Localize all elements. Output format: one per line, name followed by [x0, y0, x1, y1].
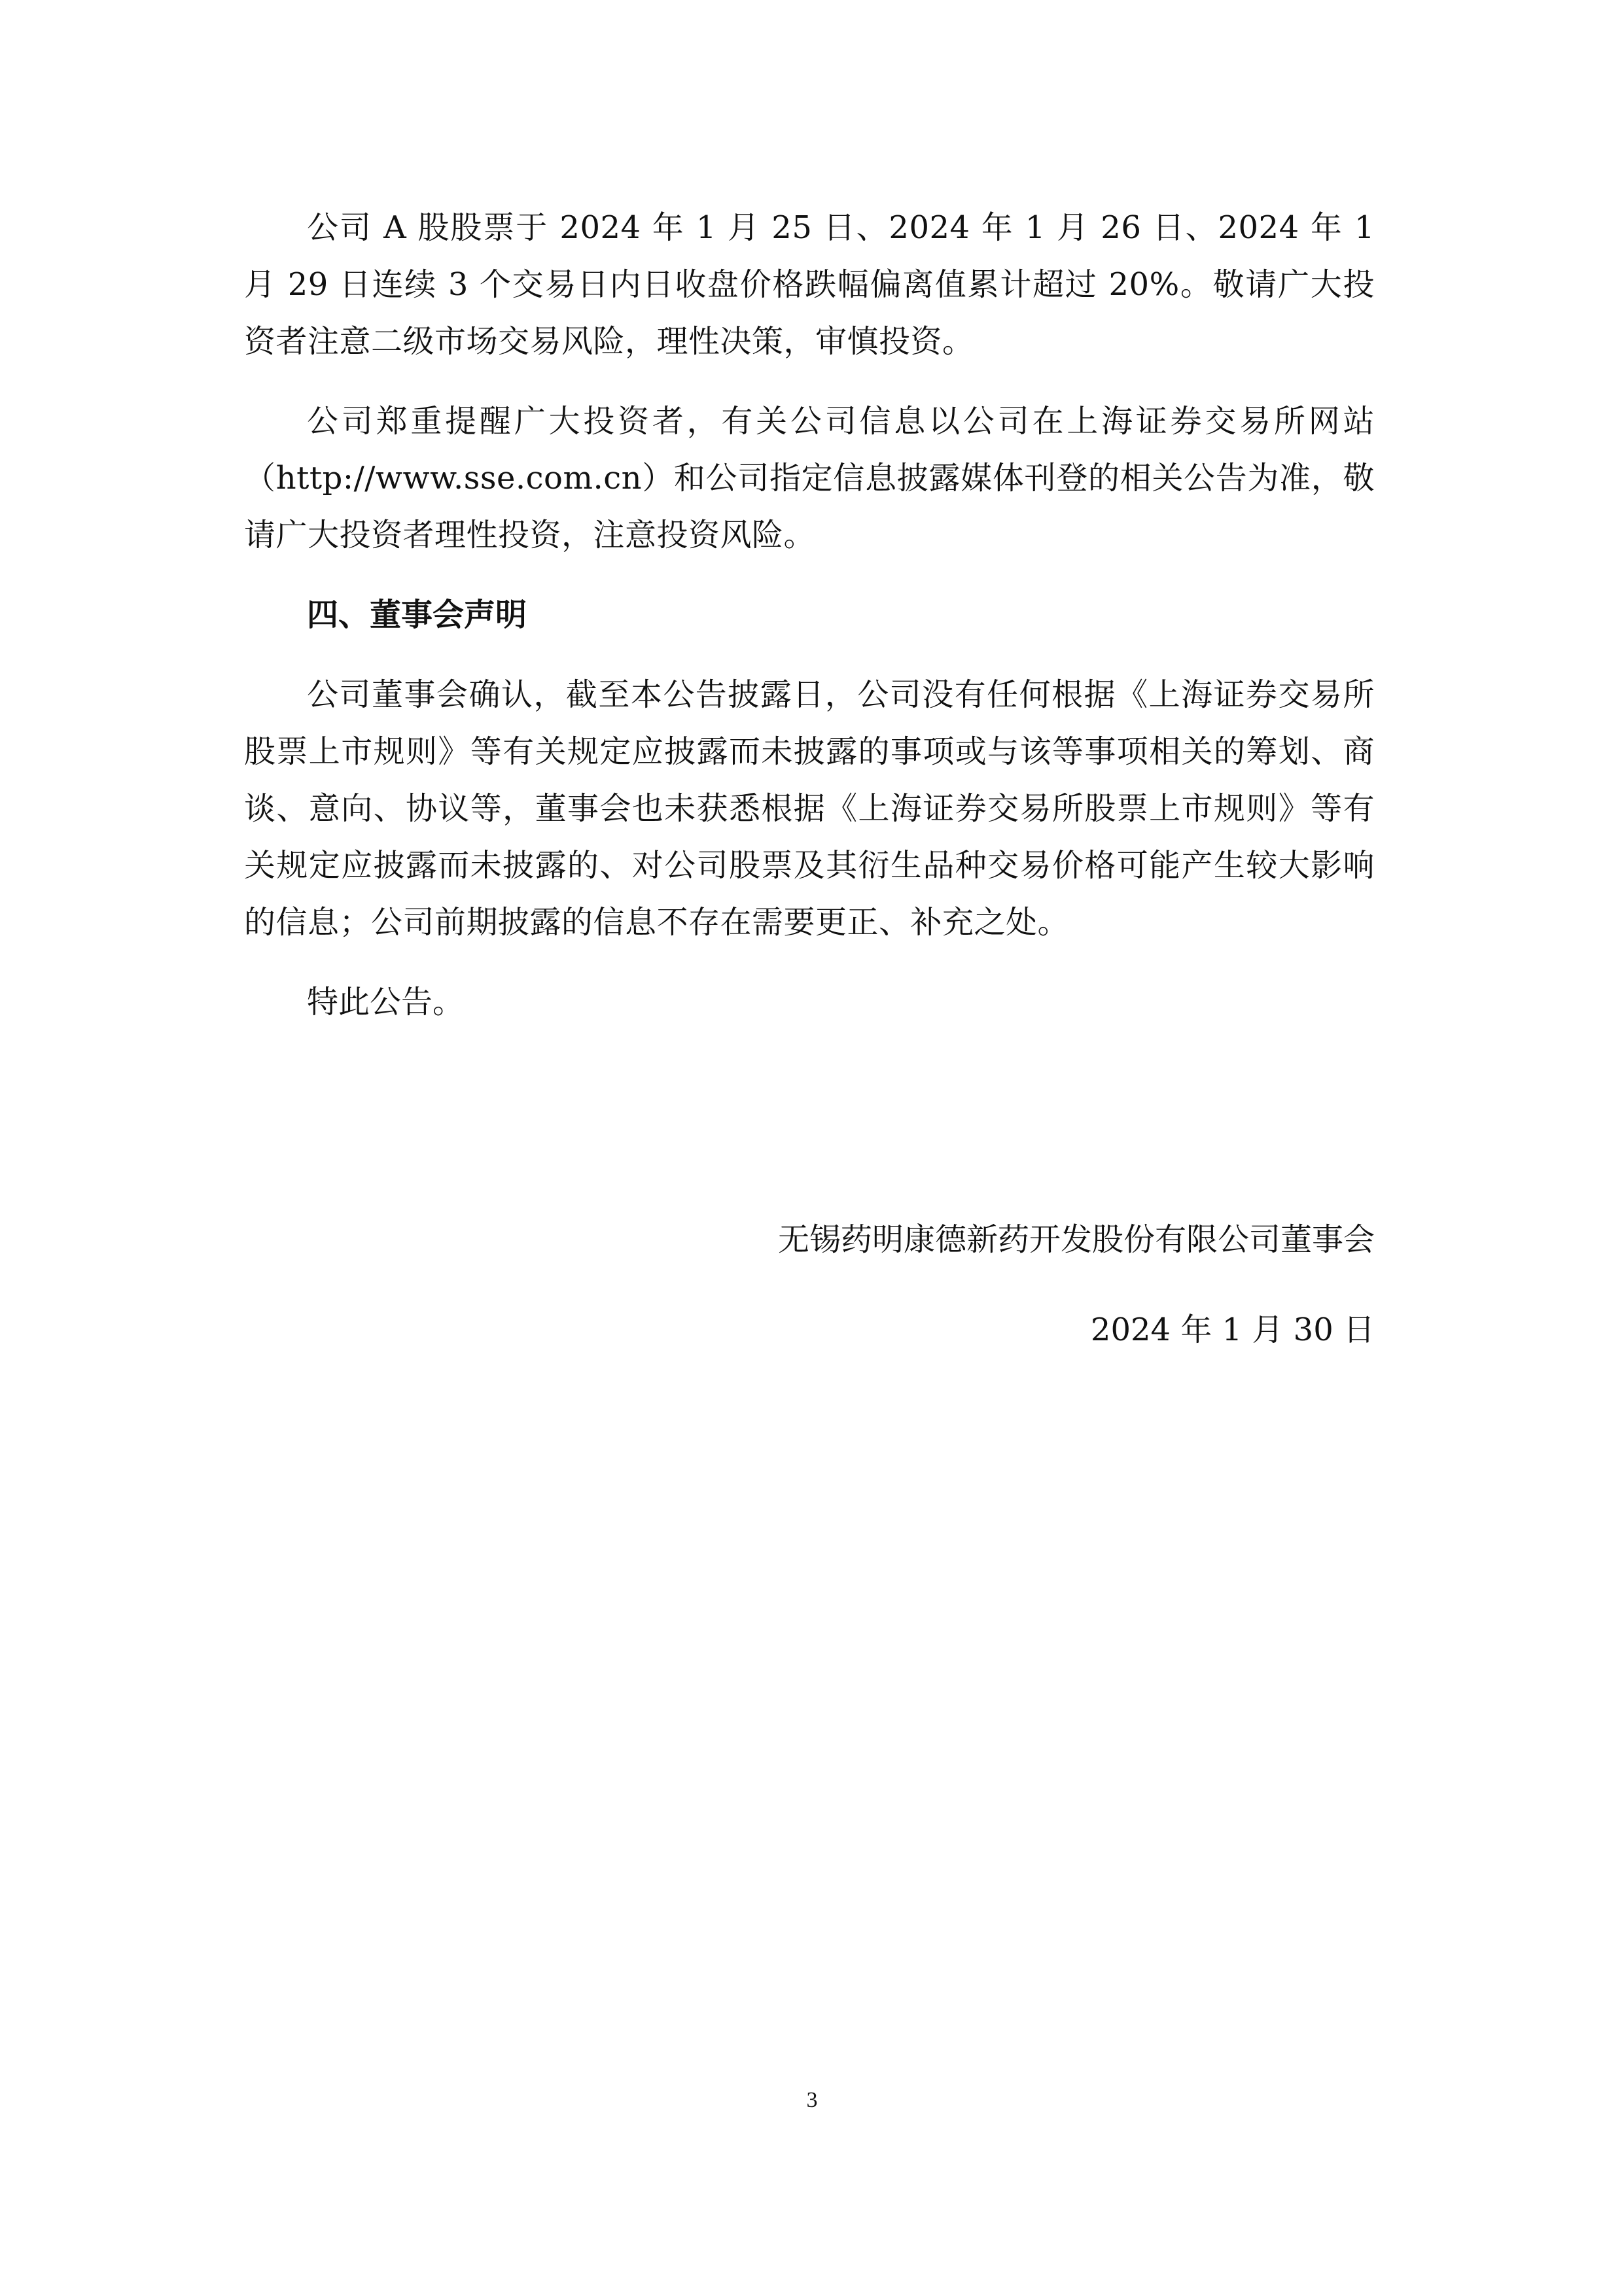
signature-date: 2024 年 1 月 30 日	[1090, 1312, 1375, 1348]
document-body	[244, 200, 1375, 1031]
closing-line: 特此公告。	[307, 984, 465, 1020]
signature-company: 无锡药明康德新药开发股份有限公司董事会	[777, 1221, 1375, 1258]
paragraph-trading-notice: 公司 A 股股票于 2024 年 1 月 25 日、2024 年 1 月 26 日、2024 年 1 月 29 日连续 3 个交易日内日收盘价格跌幅偏离值累计超过 20%。敬请广大投资者注意二级市场交易风险，理性决策，审慎投资。	[244, 209, 1375, 360]
signature-block	[778, 1211, 1375, 1359]
paragraph-board-statement: 公司董事会确认，截至本公告披露日，公司没有任何根据《上海证券交易所股票上市规则》等有关规定应披露而未披露的事项或与该等事项相关的筹划、商谈、意向、协议等，董事会也未获悉根据《上海证券交易所股票上市规则》等有关规定应披露而未披露的、对公司股票及其衍生品种交易价格可能产生较大影响的信息；公司前期披露的信息不存在需要更正、补充之处。	[244, 676, 1375, 941]
paragraph-investor-reminder: 公司郑重提醒广大投资者，有关公司信息以公司在上海证券交易所网站（http://www.sse.com.cn）和公司指定信息披露媒体刊登的相关公告为准，敬请广大投资者理性投资，注意投资风险。	[244, 403, 1375, 553]
section-heading-board-statement: 四、董事会声明	[307, 597, 527, 633]
page-number: 3	[806, 2088, 818, 2112]
